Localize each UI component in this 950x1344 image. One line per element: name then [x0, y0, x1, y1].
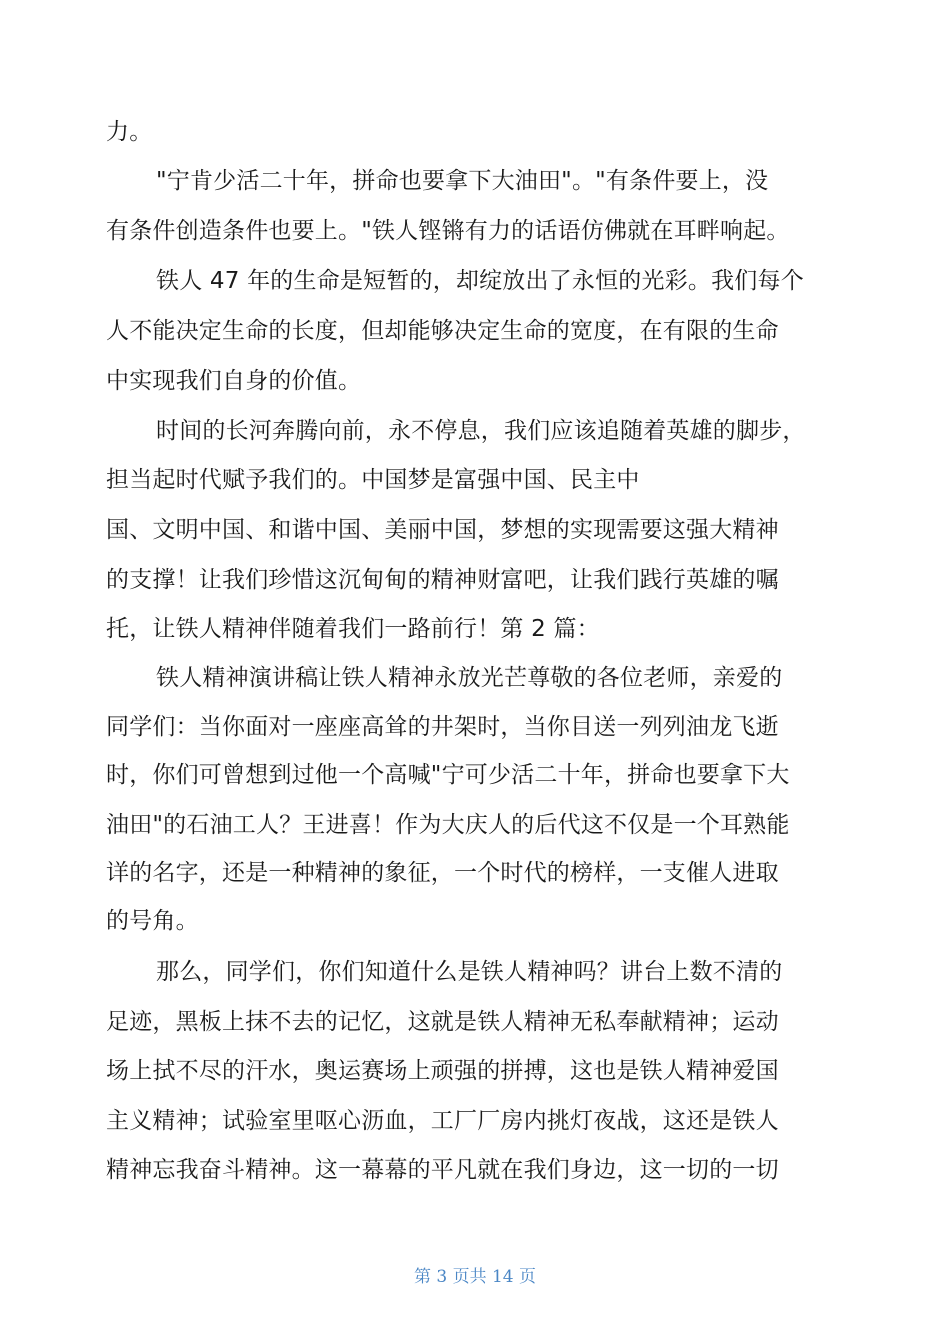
text-line: 的支撑！让我们珍惜这沉甸甸的精神财富吧，让我们践行英雄的嘱: [106, 567, 779, 593]
text-line: 足迹，黑板上抹不去的记忆，这就是铁人精神无私奉献精神；运动: [106, 1009, 779, 1035]
text-line: 国、文明中国、和谐中国、美丽中国，梦想的实现需要这强大精神: [106, 517, 779, 543]
text-line: 时，你们可曾想到过他一个高喊"宁可少活二十年，拼命也要拿下大: [106, 762, 790, 788]
text-line: 主义精神；试验室里呕心沥血，工厂厂房内挑灯夜战，这还是铁人: [106, 1108, 779, 1134]
text-line: 托，让铁人精神伴随着我们一路前行！第 2 篇：: [106, 616, 600, 642]
text-line: 精神忘我奋斗精神。这一幕幕的平凡就在我们身边，这一切的一切: [106, 1157, 779, 1183]
text-line: 详的名字，还是一种精神的象征，一个时代的榜样，一支催人进取: [106, 860, 779, 886]
text-line: 场上拭不尽的汗水，奥运赛场上顽强的拼搏，这也是铁人精神爱国: [106, 1058, 779, 1084]
text-line: 人不能决定生命的长度，但却能够决定生命的宽度，在有限的生命: [106, 318, 779, 344]
text-line: 时间的长河奔腾向前，永不停息，我们应该追随着英雄的脚步，: [156, 418, 806, 444]
text-line: 那么，同学们，你们知道什么是铁人精神吗？讲台上数不清的: [156, 959, 783, 985]
text-line: 担当起时代赋予我们的。中国梦是富强中国、民主中: [106, 467, 640, 493]
text-line: 中实现我们自身的价值。: [106, 368, 362, 394]
text-line: 力。: [106, 119, 153, 145]
text-line: 的号角。: [106, 908, 199, 934]
text-line: 油田"的石油工人？王进喜！作为大庆人的后代这不仅是一个耳熟能: [106, 812, 790, 838]
text-line: "宁肯少活二十年，拼命也要拿下大油田"。"有条件要上，没: [156, 168, 769, 194]
text-line: 同学们：当你面对一座座高耸的井架时，当你目送一列列油龙飞逝: [106, 714, 779, 740]
text-line: 铁人 47 年的生命是短暂的，却绽放出了永恒的光彩。我们每个: [156, 268, 804, 294]
page-number-footer: 第 3 页共 14 页: [413, 1267, 537, 1287]
text-line: 有条件创造条件也要上。"铁人铿锵有力的话语仿佛就在耳畔响起。: [106, 218, 790, 244]
text-line: 铁人精神演讲稿让铁人精神永放光芒尊敬的各位老师，亲爱的: [156, 665, 783, 691]
